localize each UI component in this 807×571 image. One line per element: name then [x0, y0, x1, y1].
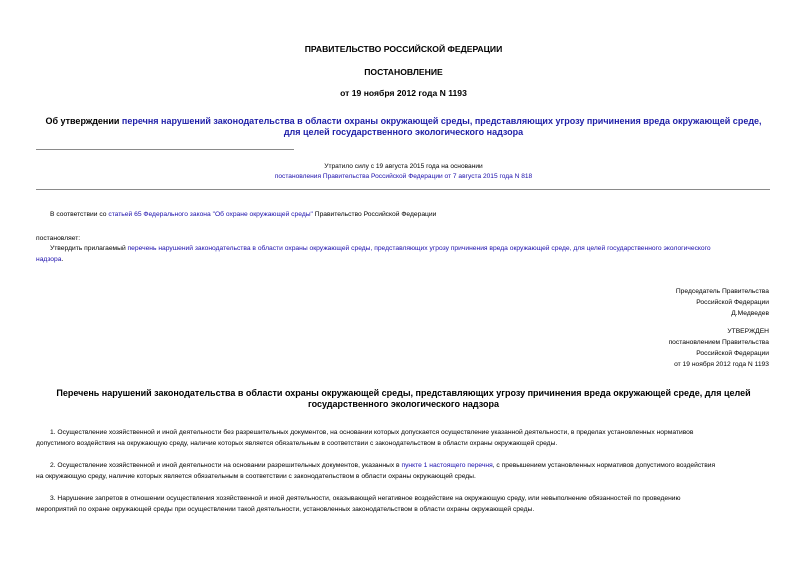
list-item-2-prefix: 2. Осуществление хозяйственной и иной деятельности на основании разрешительных документов, указанных в	[50, 462, 402, 469]
decree-suffix: .	[61, 256, 64, 263]
document-date-number: от 19 ноября 2012 года N 1193	[340, 88, 467, 98]
list-title-line2: государственного экологического надзора	[308, 399, 499, 409]
preamble-prefix: В соответствии со	[50, 211, 109, 218]
approval-block	[669, 326, 769, 370]
decree-prefix: Утвердить прилагаемый	[50, 245, 128, 252]
list-link-part2[interactable]: надзора	[36, 256, 62, 263]
item-1-reference-link[interactable]: пункте 1 настоящего перечня	[401, 462, 493, 469]
title-link-part2[interactable]: для целей государственного экологического надзора	[283, 127, 524, 137]
signature-position: Председатель Правительства	[675, 288, 769, 295]
list-title	[0, 388, 807, 410]
document-title-line1	[0, 116, 807, 127]
list-title-line1: Перечень нарушений законодательства в области охраны окружающей среды, представляющих угрозу причинения вреда окружающей среде, для целей	[56, 388, 751, 398]
signature-name: Д.Медведев	[731, 310, 769, 317]
government-name: ПРАВИТЕЛЬСТВО РОССИЙСКОЙ ФЕДЕРАЦИИ	[304, 44, 503, 54]
document-type: ПОСТАНОВЛЕНИЕ	[364, 67, 443, 77]
list-link-part1[interactable]: перечень нарушений законодательства в области охраны окружающей среды, представляющих угрозу причинения вреда окружающей среде, для целей государственного экологического	[127, 245, 711, 252]
repeal-status-link[interactable]: постановления Правительства Российской Федерации от 7 августа 2015 года N 818	[274, 173, 533, 180]
separator-line	[36, 149, 294, 150]
law-article-link[interactable]: статьей 65 Федерального закона "Об охране окружающей среды"	[108, 211, 313, 218]
list-item-2-line2: на окружающую среду, наличие которых является обязательным в соответствии с законодательством в области охраны окружающей среды.	[36, 473, 476, 480]
decree-text-line2	[36, 254, 63, 265]
separator-line-full	[36, 189, 770, 190]
title-link-part1[interactable]: перечня нарушений законодательства в области охраны окружающей среды, представляющих угрозу причинения вреда окружающей среде,	[121, 116, 762, 126]
list-item-3-line1: 3. Нарушение запретов в отношении осуществления хозяйственной и иной деятельности, оказывающей негативное воздействие на окружающую среду, или невыполнение обязанностей по проведению	[50, 495, 681, 502]
repeal-status	[0, 162, 807, 182]
approval-line2: постановлением Правительства	[668, 339, 769, 346]
list-item-1	[50, 427, 772, 438]
decree-label: постановляет:	[36, 235, 81, 242]
approval-title: УТВЕРЖДЕН	[727, 328, 769, 335]
approval-date: от 19 ноября 2012 года N 1193	[674, 361, 769, 368]
preamble-suffix: Правительство Российской Федерации	[312, 211, 437, 218]
list-item-2	[50, 460, 715, 471]
list-item-1-line1: 1. Осуществление хозяйственной и иной деятельности без разрешительных документов, на основании которых допускается осуществление указанной деятельности, в пределах установленных нормативов	[50, 429, 694, 436]
signature-block	[676, 286, 769, 319]
decree-text	[50, 243, 772, 254]
approval-line3: Российской Федерации	[696, 350, 769, 357]
list-item-1-line2: допустимого воздействия на окружающую среду, наличие которых является обязательным в соответствии с законодательством в области охраны окружающей среды.	[36, 440, 558, 447]
signature-country: Российской Федерации	[696, 299, 769, 306]
preamble	[50, 209, 436, 220]
title-prefix: Об утверждении	[45, 116, 122, 126]
repeal-status-line1: Утратило силу с 19 августа 2015 года на основании	[324, 163, 483, 170]
list-item-2-suffix: , с превышением установленных нормативов допустимого воздействия	[492, 462, 716, 469]
list-item-3-line2: мероприятий по охране окружающей среды при осуществлении такой деятельности, установленных законодательством в области охраны окружающей среды.	[36, 506, 535, 513]
document-title	[0, 116, 807, 138]
